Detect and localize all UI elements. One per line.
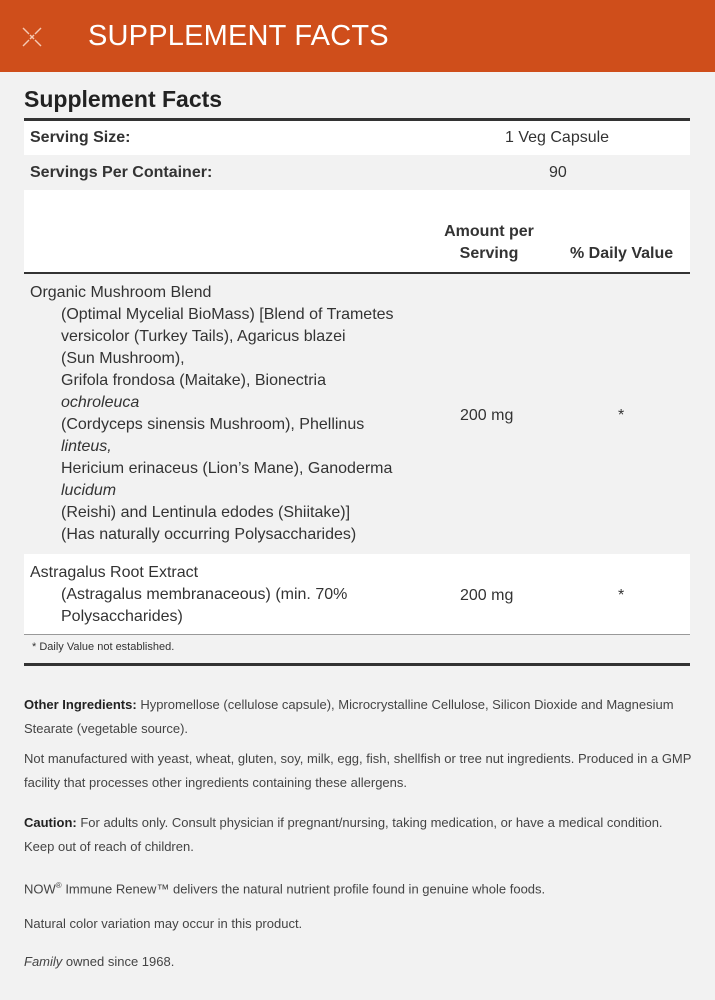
caution-text: For adults only. Consult physician if pregnant/nursing, taking medication, or have a medical condition. Keep out of reach of children. <box>24 815 663 854</box>
detail-line: (Has naturally occurring Polysaccharides) <box>61 526 357 543</box>
amount-header-line2: Serving <box>459 245 519 262</box>
color-variation-note: Natural color variation may occur in this product. <box>24 916 303 931</box>
other-ingredients-label: Other Ingredients: <box>24 697 137 712</box>
ingredient-row <box>24 554 690 634</box>
bottom-rule <box>24 663 690 666</box>
ingredient-name: Astragalus Root Extract <box>30 564 199 581</box>
brand-text: Immune Renew™ delivers the natural nutrient profile found in genuine whole foods. <box>65 881 546 897</box>
serving-size-label: Serving Size: <box>30 129 131 146</box>
detail-line: (Sun Mushroom), <box>61 350 185 367</box>
ingredient-detail <box>30 304 430 546</box>
ingredient-text <box>30 562 430 628</box>
ingredient-amount: 200 mg <box>460 407 514 424</box>
column-header-row <box>24 190 690 272</box>
caution-label: Caution: <box>24 815 77 830</box>
ingredient-row <box>24 274 690 554</box>
ingredient-dv: * <box>618 587 625 604</box>
family-owned-note <box>24 950 694 974</box>
amount-header-line1: Amount per <box>444 223 534 240</box>
servings-value: 90 <box>549 164 567 181</box>
other-ingredients <box>24 693 694 741</box>
amount-header <box>430 221 548 265</box>
family-text: owned since 1968. <box>65 954 175 969</box>
detail-line: (Cordyceps sinensis Mushroom), Phellinus <box>61 416 365 433</box>
other-ingredients-text: Hypromellose (cellulose capsule), Microcrystalline Cellulose, Silicon Dioxide and Magnesium Stearate (vegetable source). <box>24 697 674 736</box>
detail-line: lucidum <box>61 482 117 499</box>
servings-row <box>24 156 690 190</box>
detail-line: ochroleuca <box>61 394 140 411</box>
family-italic: Family <box>24 954 63 969</box>
banner-title: SUPPLEMENT FACTS <box>88 20 389 52</box>
dv-header: % Daily Value <box>570 245 674 262</box>
close-icon[interactable] <box>21 26 43 48</box>
header-banner <box>0 0 715 72</box>
brand-statement <box>24 874 694 901</box>
detail-line: (Astragalus membranaceous) (min. 70% <box>61 586 348 603</box>
detail-line: (Reishi) and Lentinula edodes (Shiitake)] <box>61 504 351 521</box>
allergen-statement: Not manufactured with yeast, wheat, gluten, soy, milk, egg, fish, shellfish or tree nut ingredients. Produced in a GMP facility that processes other ingredients containing these allergens. <box>24 751 692 790</box>
detail-line: (Optimal Mycelial BioMass) [Blend of Trametes <box>61 306 394 323</box>
detail-line: linteus, <box>61 438 112 455</box>
ingredient-dv: * <box>618 407 625 424</box>
ingredient-amount: 200 mg <box>460 587 514 604</box>
brand-name: NOW <box>24 881 56 897</box>
detail-line: Grifola frondosa (Maitake), Bionectria <box>61 372 326 389</box>
daily-value-footnote: * Daily Value not established. <box>32 641 175 653</box>
detail-line: Polysaccharides) <box>61 608 183 625</box>
footnote-rule <box>24 634 690 635</box>
ingredient-text <box>30 282 430 546</box>
facts-title: Supplement Facts <box>24 86 223 112</box>
servings-label: Servings Per Container: <box>30 164 213 181</box>
ingredient-detail <box>30 584 430 628</box>
ingredient-name: Organic Mushroom Blend <box>30 284 212 301</box>
caution-statement <box>24 811 694 859</box>
registered-mark: ® <box>55 881 62 890</box>
detail-line: versicolor (Turkey Tails), Agaricus blazei <box>61 328 346 345</box>
serving-size-row <box>24 121 690 155</box>
detail-line: Hericium erinaceus (Lion’s Mane), Ganoderma <box>61 460 393 477</box>
serving-size-value: 1 Veg Capsule <box>505 129 610 146</box>
